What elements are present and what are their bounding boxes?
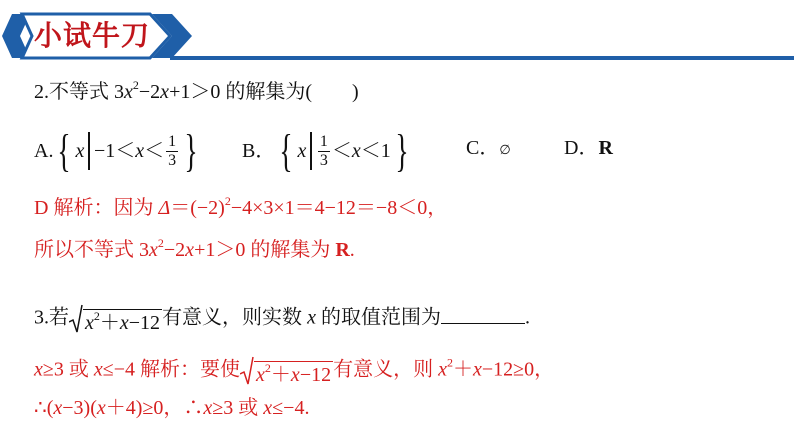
- section-banner: [0, 0, 794, 66]
- option-c[interactable]: C．∅: [466, 137, 511, 159]
- option-b[interactable]: B． { x $\frac{1}{3}$ ＜ x ＜1 }: [242, 125, 409, 176]
- question-2-stem: 2.不等式 $3x^2-2x+1>0$ 的解集为( ): [34, 78, 359, 103]
- question-2-answer-line-2: 所以不等式 $3x^2-2x+1>0$ 的解集为 R.: [34, 236, 355, 261]
- fraction-one-third: $\frac{1}{3}$: [168, 132, 177, 169]
- square-root: $x^2+x-12$: [240, 356, 333, 386]
- empty-set-icon: ∅: [499, 142, 511, 157]
- answer-blank[interactable]: [441, 305, 525, 324]
- question-3-answer-line-1: x≥3 或 x≤−4 解析：要使 $x^2+x-12$ 有意义，则 $x^2+x-12\ge 0$，: [34, 355, 555, 386]
- option-d[interactable]: D．R: [564, 137, 613, 159]
- square-root: $x^2+x-12$: [69, 304, 162, 334]
- question-3-answer-line-2: ∴(x−3)(x＋4)≥0，∴x≥3 或 x≤−4.: [34, 397, 310, 419]
- fraction-one-third: $\frac{1}{3}$: [319, 132, 328, 169]
- banner-title: 小试牛刀: [34, 19, 151, 52]
- option-a[interactable]: A. { x −1＜ x ＜ $\frac{1}{3}$ }: [34, 125, 198, 176]
- question-2-answer-line-1: D 解析：因为 $\Delta=(-2)^2-4\times 3\times 1=4-12=-8<0$，: [34, 194, 448, 219]
- question-3-stem: 3.若 $x^2+x-12$ 有意义，则实数 x 的取值范围为 .: [34, 304, 530, 334]
